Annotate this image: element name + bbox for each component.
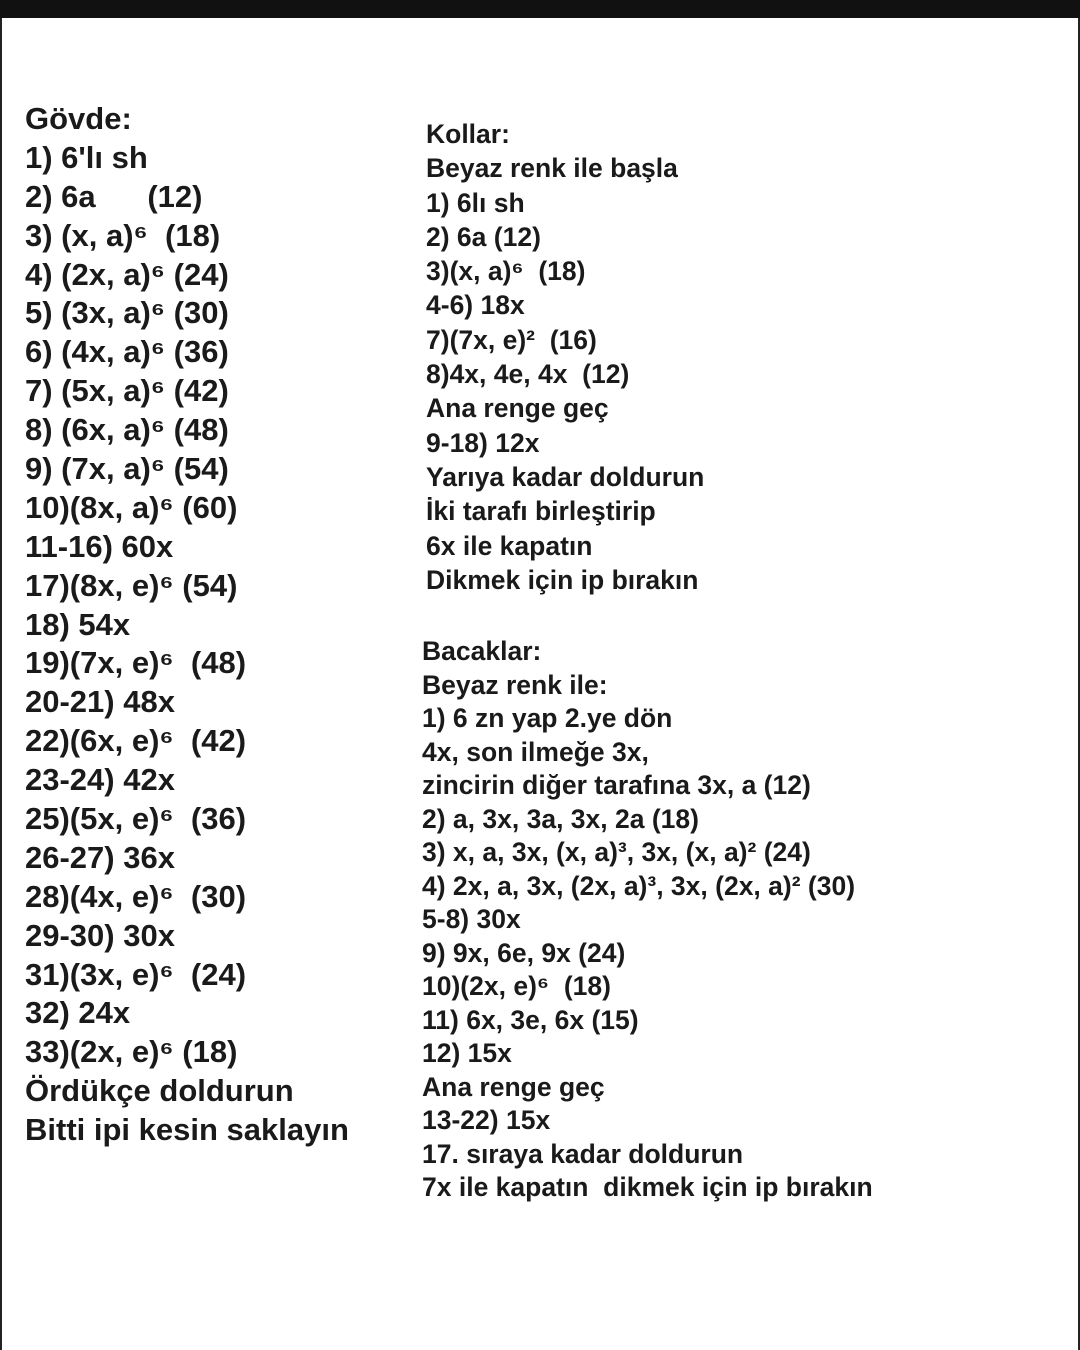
bacaklar-row: Beyaz renk ile:: [422, 669, 608, 700]
kollar-row: Yarıya kadar doldurun: [426, 461, 705, 492]
govde-row: 6) (4x, a)⁶ (36): [25, 334, 229, 370]
govde-row: 22)(6x, e)⁶ (42): [25, 723, 247, 759]
bacaklar-row: 1) 6 zn yap 2.ye dön: [422, 703, 673, 733]
govde-row: 2) 6a (12): [25, 178, 203, 214]
govde-row: Bitti ipi kesin saklayın: [25, 1112, 349, 1148]
kollar-row: 4-6) 18x: [426, 290, 525, 321]
bacaklar-row: Ana renge geç: [422, 1071, 605, 1102]
bacaklar-section: [422, 635, 1072, 1205]
govde-row: Ördükçe doldurun: [25, 1073, 294, 1109]
govde-row: 20-21) 48x: [25, 684, 175, 720]
bacaklar-row: 11) 6x, 3e, 6x (15): [422, 1004, 639, 1035]
govde-row: 7) (5x, a)⁶ (42): [25, 373, 229, 409]
govde-row: 25)(5x, e)⁶ (36): [25, 801, 247, 837]
bacaklar-row: 10)(2x, e)⁶ (18): [422, 971, 611, 1001]
govde-row: 23-24) 42x: [25, 762, 175, 798]
govde-row: 18) 54x: [25, 606, 131, 642]
kollar-row: 9-18) 12x: [426, 427, 540, 458]
bacaklar-row: 17. sıraya kadar doldurun: [422, 1138, 744, 1169]
frame-border-left: [0, 18, 2, 1350]
kollar-row: 2) 6a (12): [426, 221, 541, 252]
govde-row: 31)(3x, e)⁶ (24): [25, 956, 247, 992]
govde-title: Gövde:: [25, 101, 132, 136]
govde-row: 10)(8x, a)⁶ (60): [25, 489, 238, 525]
bacaklar-row: 5-8) 30x: [422, 904, 521, 934]
govde-row: 11-16) 60x: [25, 528, 174, 564]
govde-row: 9) (7x, a)⁶ (54): [25, 451, 229, 487]
kollar-row: Ana renge geç: [426, 393, 609, 424]
govde-row: 5) (3x, a)⁶ (30): [25, 295, 229, 331]
kollar-row: 8)4x, 4e, 4x (12): [426, 359, 630, 390]
bacaklar-title: Bacaklar:: [422, 636, 542, 666]
govde-row: 17)(8x, e)⁶ (54): [25, 567, 238, 603]
bacaklar-row: 4) 2x, a, 3x, (2x, a)³, 3x, (2x, a)² (30): [422, 870, 856, 901]
kollar-row: Beyaz renk ile başla: [426, 153, 678, 184]
bacaklar-row: 4x, son ilmeğe 3x,: [422, 736, 649, 767]
bacaklar-row: 7x ile kapatın dikmek için ip bırakın: [422, 1172, 873, 1202]
kollar-section: [426, 117, 1066, 597]
govde-row: 33)(2x, e)⁶ (18): [25, 1034, 238, 1070]
govde-row: 4) (2x, a)⁶ (24): [25, 256, 229, 292]
kollar-row: 1) 6lı sh: [426, 187, 525, 218]
bacaklar-row: 2) a, 3x, 3a, 3x, 2a (18): [422, 803, 699, 834]
govde-row: 8) (6x, a)⁶ (48): [25, 412, 229, 448]
govde-row: 29-30) 30x: [25, 917, 175, 953]
top-bar: [0, 0, 1080, 18]
bacaklar-row: 3) x, a, 3x, (x, a)³, 3x, (x, a)² (24): [422, 837, 811, 867]
kollar-row: 3)(x, a)⁶ (18): [426, 256, 586, 287]
govde-row: 3) (x, a)⁶ (18): [25, 217, 221, 253]
bacaklar-row: 12) 15x: [422, 1038, 512, 1068]
bacaklar-row: 13-22) 15x: [422, 1105, 551, 1135]
kollar-row: Dikmek için ip bırakın: [426, 564, 699, 595]
kollar-row: 7)(7x, e)² (16): [426, 324, 597, 355]
govde-row: 28)(4x, e)⁶ (30): [25, 878, 247, 914]
govde-row: 32) 24x: [25, 995, 131, 1031]
kollar-row: İki tarafı birleştirip: [426, 496, 656, 527]
govde-row: 26-27) 36x: [25, 839, 175, 875]
govde-section: [25, 100, 405, 1150]
kollar-row: 6x ile kapatın: [426, 530, 593, 561]
bacaklar-row: 9) 9x, 6e, 9x (24): [422, 937, 626, 968]
govde-row: 1) 6'lı sh: [25, 139, 148, 175]
govde-row: 19)(7x, e)⁶ (48): [25, 645, 247, 681]
kollar-title: Kollar:: [426, 119, 510, 149]
bacaklar-row: zincirin diğer tarafına 3x, a (12): [422, 770, 811, 800]
